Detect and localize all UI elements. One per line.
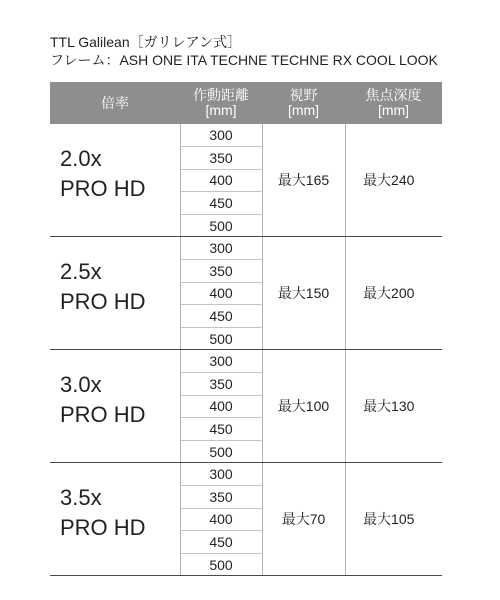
spec-group [50, 463, 442, 576]
working-distance-cell: 450 [180, 305, 262, 328]
working-distance-cell: 400 [180, 395, 262, 418]
table-header-row [50, 82, 442, 124]
working-distance-cell: 450 [180, 418, 262, 441]
depth-of-field-cell: 最大105 [345, 463, 442, 576]
working-distance-cell: 300 [180, 237, 262, 260]
working-distance-cell: 300 [180, 463, 262, 486]
working-distance-cell: 500 [180, 440, 262, 463]
working-distance-cell: 400 [180, 169, 262, 192]
magnification-value: 2.0x [60, 146, 102, 172]
working-distance-cell: 300 [180, 350, 262, 373]
table-row [50, 237, 442, 260]
model-name: PRO HD [60, 289, 146, 315]
working-distance-cell: 350 [180, 373, 262, 396]
header-label: 視野 [289, 87, 318, 103]
magnification-cell [50, 463, 180, 576]
magnification-cell [50, 350, 180, 463]
header-unit: [mm] [205, 102, 237, 118]
header-unit: [mm] [377, 102, 410, 118]
model-name: PRO HD [60, 402, 146, 428]
spec-group [50, 237, 442, 350]
field-of-view-cell: 最大150 [262, 237, 345, 350]
header-label: 焦点深度 [365, 87, 422, 103]
page-title: TTL Galilean［ガリレアン式］ [50, 34, 242, 50]
header-field-of-view [262, 82, 345, 124]
working-distance-cell: 350 [180, 486, 262, 509]
header-label: 作動距離 [193, 87, 249, 103]
model-name: PRO HD [60, 176, 146, 202]
field-of-view-cell: 最大165 [262, 124, 345, 237]
working-distance-cell: 400 [180, 508, 262, 531]
depth-of-field-cell: 最大200 [345, 237, 442, 350]
magnification-cell [50, 237, 180, 350]
header-magnification [50, 82, 180, 124]
depth-of-field-cell: 最大130 [345, 350, 442, 463]
field-of-view-cell: 最大70 [262, 463, 345, 576]
working-distance-cell: 500 [180, 214, 262, 237]
spec-group [50, 124, 442, 237]
working-distance-cell: 400 [180, 282, 262, 305]
working-distance-cell: 450 [180, 192, 262, 215]
working-distance-cell: 450 [180, 531, 262, 554]
working-distance-cell: 350 [180, 147, 262, 170]
spec-table [50, 82, 442, 576]
magnification-cell [50, 124, 180, 237]
header-depth-of-field [345, 82, 442, 124]
table-row [50, 124, 442, 147]
magnification-value: 2.5x [60, 259, 102, 285]
magnification-value: 3.5x [60, 485, 102, 511]
working-distance-cell: 500 [180, 327, 262, 350]
working-distance-cell: 300 [180, 124, 262, 147]
table-row [50, 350, 442, 373]
spec-group [50, 350, 442, 463]
depth-of-field-cell: 最大240 [345, 124, 442, 237]
header-unit: [mm] [287, 102, 320, 118]
model-name: PRO HD [60, 515, 146, 541]
magnification-value: 3.0x [60, 372, 102, 398]
field-of-view-cell: 最大100 [262, 350, 345, 463]
table-row [50, 463, 442, 486]
header-label: 倍率 [101, 94, 129, 111]
working-distance-cell: 350 [180, 260, 262, 283]
working-distance-cell: 500 [180, 553, 262, 576]
header-working-distance [180, 82, 262, 124]
frame-compatibility-line: フレーム：ASH ONE ITA TECHNE TECHNE RX COOL LOOK [50, 52, 438, 68]
